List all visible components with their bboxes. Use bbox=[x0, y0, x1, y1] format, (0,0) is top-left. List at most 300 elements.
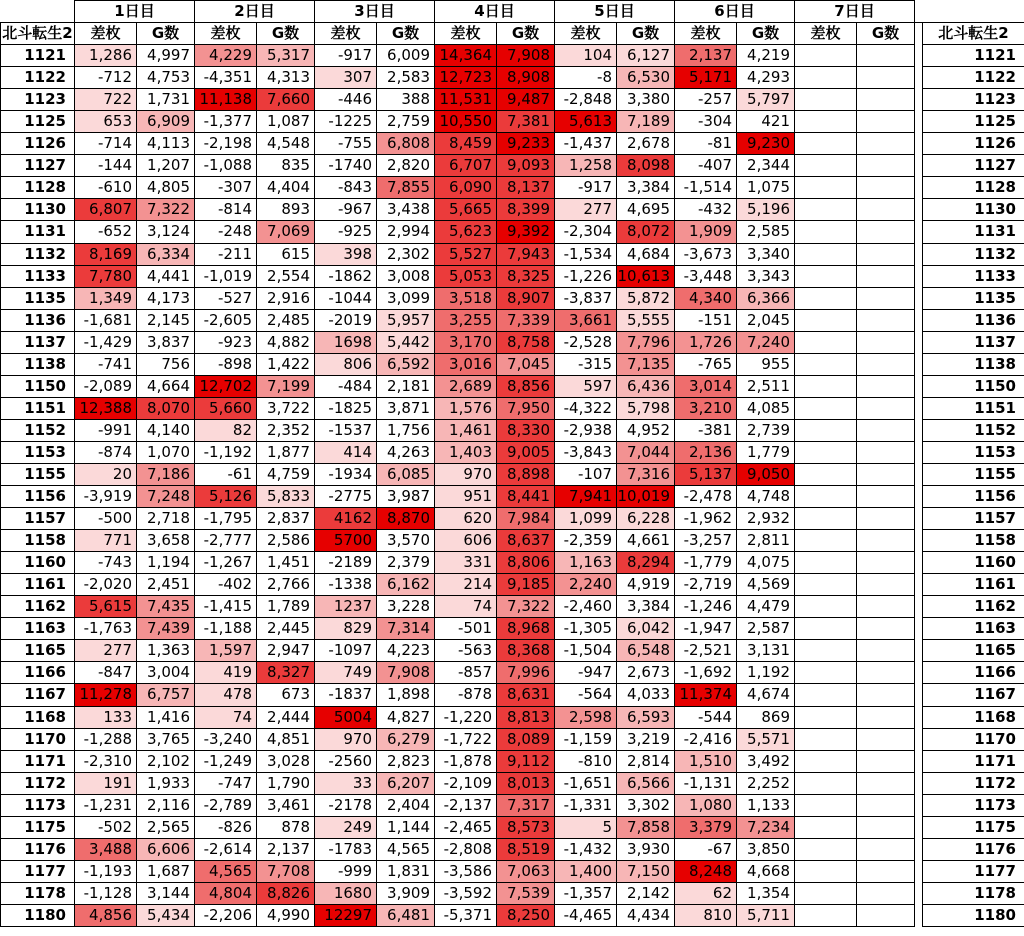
games-cell: 2,302 bbox=[377, 243, 435, 265]
games-cell: 7,950 bbox=[497, 397, 555, 419]
games-cell: 6,085 bbox=[377, 463, 435, 485]
gap-cell bbox=[915, 23, 923, 45]
machine-number-right: 1178 bbox=[923, 882, 1024, 904]
games-cell: 2,932 bbox=[737, 508, 795, 530]
diff-cell: -2,020 bbox=[75, 574, 137, 596]
games-cell: 8,399 bbox=[497, 199, 555, 221]
diff-cell bbox=[795, 860, 857, 882]
games-cell: 1,687 bbox=[137, 860, 195, 882]
games-cell: 6,606 bbox=[137, 838, 195, 860]
games-cell bbox=[857, 67, 915, 89]
games-cell: 6,436 bbox=[617, 375, 675, 397]
machine-title-right: 北斗転生2 bbox=[923, 23, 1024, 45]
games-cell: 10,613 bbox=[617, 265, 675, 287]
diff-cell: -1,019 bbox=[195, 265, 257, 287]
diff-cell: 12297 bbox=[315, 904, 377, 926]
gap-cell bbox=[915, 684, 923, 706]
diff-cell: 5,615 bbox=[75, 596, 137, 618]
diff-cell: 7,780 bbox=[75, 265, 137, 287]
diff-cell: 3,518 bbox=[435, 287, 497, 309]
diff-cell: -810 bbox=[555, 750, 617, 772]
diff-cell: 12,388 bbox=[75, 397, 137, 419]
games-cell: 3,765 bbox=[137, 728, 195, 750]
games-cell: 7,660 bbox=[257, 89, 315, 111]
games-cell: 1,731 bbox=[137, 89, 195, 111]
games-cell: 3,658 bbox=[137, 530, 195, 552]
games-cell: 1,779 bbox=[737, 441, 795, 463]
games-cell: 4,548 bbox=[257, 133, 315, 155]
machine-number: 1172 bbox=[1, 772, 75, 794]
games-cell: 2,837 bbox=[257, 508, 315, 530]
games-cell: 8,856 bbox=[497, 375, 555, 397]
machine-number-right: 1128 bbox=[923, 177, 1024, 199]
games-cell: 2,766 bbox=[257, 574, 315, 596]
diff-cell: 3,488 bbox=[75, 838, 137, 860]
diff-cell: -3,592 bbox=[435, 882, 497, 904]
games-cell: 3,380 bbox=[617, 89, 675, 111]
diff-cell: 478 bbox=[195, 684, 257, 706]
games-cell: 6,481 bbox=[377, 904, 435, 926]
diff-cell bbox=[795, 397, 857, 419]
games-cell bbox=[857, 353, 915, 375]
games-cell: 7,339 bbox=[497, 309, 555, 331]
games-cell: 5,317 bbox=[257, 45, 315, 67]
games-cell: 9,392 bbox=[497, 221, 555, 243]
corner-empty-right bbox=[923, 1, 1024, 23]
games-cell bbox=[857, 45, 915, 67]
gap-cell bbox=[915, 706, 923, 728]
games-cell: 2,759 bbox=[377, 111, 435, 133]
games-cell: 6,808 bbox=[377, 133, 435, 155]
games-cell: 4,759 bbox=[257, 463, 315, 485]
machine-number-right: 1175 bbox=[923, 816, 1024, 838]
diff-cell: 191 bbox=[75, 772, 137, 794]
diff-cell: -2,938 bbox=[555, 419, 617, 441]
diff-cell bbox=[795, 904, 857, 926]
table-row bbox=[1, 67, 1024, 89]
games-cell: 7,943 bbox=[497, 243, 555, 265]
diff-cell: 4162 bbox=[315, 508, 377, 530]
games-cell: 7,135 bbox=[617, 353, 675, 375]
diff-cell: 419 bbox=[195, 662, 257, 684]
games-cell bbox=[857, 397, 915, 419]
games-cell: 7,322 bbox=[137, 199, 195, 221]
games-cell: 5,555 bbox=[617, 309, 675, 331]
gap-cell bbox=[915, 904, 923, 926]
games-cell: 6,548 bbox=[617, 640, 675, 662]
games-cell: 3,228 bbox=[377, 596, 435, 618]
games-cell: 8,968 bbox=[497, 618, 555, 640]
games-cell: 4,404 bbox=[257, 177, 315, 199]
table-row bbox=[1, 243, 1024, 265]
diff-cell: 5,527 bbox=[435, 243, 497, 265]
games-cell: 7,186 bbox=[137, 463, 195, 485]
diff-cell: 4,229 bbox=[195, 45, 257, 67]
games-cell: 4,695 bbox=[617, 199, 675, 221]
games-cell bbox=[857, 684, 915, 706]
games-cell: 3,008 bbox=[377, 265, 435, 287]
diff-cell: -2,416 bbox=[675, 728, 737, 750]
diff-cell: -3,448 bbox=[675, 265, 737, 287]
machine-number: 1177 bbox=[1, 860, 75, 882]
games-cell: 8,070 bbox=[137, 397, 195, 419]
games-cell: 6,566 bbox=[617, 772, 675, 794]
diff-cell: -3,837 bbox=[555, 287, 617, 309]
diff-cell: 6,707 bbox=[435, 155, 497, 177]
diff-cell: -2,137 bbox=[435, 794, 497, 816]
diff-cell: -925 bbox=[315, 221, 377, 243]
gap-cell bbox=[915, 419, 923, 441]
games-cell: 5,957 bbox=[377, 309, 435, 331]
games-header: G数 bbox=[257, 23, 315, 45]
gap-cell bbox=[915, 552, 923, 574]
table-row bbox=[1, 816, 1024, 838]
gap-cell bbox=[915, 89, 923, 111]
games-cell: 9,050 bbox=[737, 463, 795, 485]
games-cell: 615 bbox=[257, 243, 315, 265]
games-cell bbox=[857, 133, 915, 155]
day-header: 1日目 bbox=[75, 1, 195, 23]
diff-cell: -2,460 bbox=[555, 596, 617, 618]
games-cell: 2,565 bbox=[137, 816, 195, 838]
diff-cell: 3,170 bbox=[435, 331, 497, 353]
diff-cell: 1,099 bbox=[555, 508, 617, 530]
diff-cell: 806 bbox=[315, 353, 377, 375]
diff-cell: 11,278 bbox=[75, 684, 137, 706]
games-cell: 5,797 bbox=[737, 89, 795, 111]
table-row bbox=[1, 287, 1024, 309]
games-cell: 1,087 bbox=[257, 111, 315, 133]
diff-cell bbox=[795, 640, 857, 662]
machine-number-right: 1121 bbox=[923, 45, 1024, 67]
diff-cell: 8,169 bbox=[75, 243, 137, 265]
games-cell: 7,984 bbox=[497, 508, 555, 530]
games-cell bbox=[857, 508, 915, 530]
games-cell: 1,898 bbox=[377, 684, 435, 706]
table-row bbox=[1, 375, 1024, 397]
diff-cell: 970 bbox=[315, 728, 377, 750]
gap-cell bbox=[915, 375, 923, 397]
machine-number-right: 1177 bbox=[923, 860, 1024, 882]
games-cell: 7,199 bbox=[257, 375, 315, 397]
diff-cell: 1,403 bbox=[435, 441, 497, 463]
diff-cell: -5,371 bbox=[435, 904, 497, 926]
games-cell: 5,434 bbox=[137, 904, 195, 926]
diff-cell: -1,193 bbox=[75, 860, 137, 882]
table-row bbox=[1, 706, 1024, 728]
games-cell: 8,072 bbox=[617, 221, 675, 243]
games-cell: 3,930 bbox=[617, 838, 675, 860]
diff-cell: -381 bbox=[675, 419, 737, 441]
games-cell: 7,708 bbox=[257, 860, 315, 882]
games-cell: 2,379 bbox=[377, 552, 435, 574]
games-cell: 7,044 bbox=[617, 441, 675, 463]
games-cell: 4,919 bbox=[617, 574, 675, 596]
machine-number: 1138 bbox=[1, 353, 75, 375]
diff-cell: 1,080 bbox=[675, 794, 737, 816]
games-cell: 8,637 bbox=[497, 530, 555, 552]
diff-cell: -917 bbox=[555, 177, 617, 199]
diff-cell: 606 bbox=[435, 530, 497, 552]
gap-cell bbox=[915, 838, 923, 860]
games-cell: 4,569 bbox=[737, 574, 795, 596]
games-cell: 4,668 bbox=[737, 860, 795, 882]
diff-cell: -712 bbox=[75, 67, 137, 89]
diff-cell: -1225 bbox=[315, 111, 377, 133]
games-cell: 7,045 bbox=[497, 353, 555, 375]
diff-cell: -2,206 bbox=[195, 904, 257, 926]
games-cell: 4,753 bbox=[137, 67, 195, 89]
diff-cell: -502 bbox=[75, 816, 137, 838]
diff-cell: 277 bbox=[555, 199, 617, 221]
games-cell: 3,384 bbox=[617, 177, 675, 199]
diff-cell: -2,719 bbox=[675, 574, 737, 596]
diff-cell: 10,550 bbox=[435, 111, 497, 133]
games-cell: 8,631 bbox=[497, 684, 555, 706]
games-cell: 3,570 bbox=[377, 530, 435, 552]
table-row bbox=[1, 199, 1024, 221]
table-row bbox=[1, 552, 1024, 574]
games-cell: 6,207 bbox=[377, 772, 435, 794]
diff-cell: -304 bbox=[675, 111, 737, 133]
games-cell: 4,293 bbox=[737, 67, 795, 89]
games-cell: 7,150 bbox=[617, 860, 675, 882]
machine-title: 北斗転生2 bbox=[1, 23, 75, 45]
games-cell: 9,112 bbox=[497, 750, 555, 772]
diff-cell: -1934 bbox=[315, 463, 377, 485]
games-cell bbox=[857, 530, 915, 552]
diff-cell: -2560 bbox=[315, 750, 377, 772]
diff-cell: -2,808 bbox=[435, 838, 497, 860]
diff-cell: -432 bbox=[675, 199, 737, 221]
machine-number: 1165 bbox=[1, 640, 75, 662]
machine-number: 1175 bbox=[1, 816, 75, 838]
games-cell: 9,005 bbox=[497, 441, 555, 463]
diff-cell: -2775 bbox=[315, 486, 377, 508]
machine-number-right: 1138 bbox=[923, 353, 1024, 375]
diff-cell bbox=[795, 375, 857, 397]
machine-number: 1157 bbox=[1, 508, 75, 530]
games-cell: 5,196 bbox=[737, 199, 795, 221]
diff-cell: 414 bbox=[315, 441, 377, 463]
diff-cell: 8,248 bbox=[675, 860, 737, 882]
table-row bbox=[1, 221, 1024, 243]
gap-cell bbox=[915, 243, 923, 265]
diff-cell: -1,681 bbox=[75, 309, 137, 331]
diff-cell: 1,726 bbox=[675, 331, 737, 353]
machine-number: 1176 bbox=[1, 838, 75, 860]
table-row bbox=[1, 353, 1024, 375]
games-cell: 869 bbox=[737, 706, 795, 728]
diff-cell: 5,137 bbox=[675, 463, 737, 485]
diff-cell: -2,478 bbox=[675, 486, 737, 508]
games-cell: 1,756 bbox=[377, 419, 435, 441]
diff-cell: -999 bbox=[315, 860, 377, 882]
gap-cell bbox=[915, 331, 923, 353]
diff-cell bbox=[795, 794, 857, 816]
diff-cell: 829 bbox=[315, 618, 377, 640]
diff-cell: 1,349 bbox=[75, 287, 137, 309]
diff-cell bbox=[795, 816, 857, 838]
diff-cell: -2,359 bbox=[555, 530, 617, 552]
diff-cell bbox=[795, 463, 857, 485]
diff-cell: 722 bbox=[75, 89, 137, 111]
diff-cell: 6,090 bbox=[435, 177, 497, 199]
diff-cell: -1,947 bbox=[675, 618, 737, 640]
gap-cell bbox=[915, 265, 923, 287]
games-cell bbox=[857, 221, 915, 243]
games-cell: 4,075 bbox=[737, 552, 795, 574]
diff-cell: -1740 bbox=[315, 155, 377, 177]
diff-cell: -857 bbox=[435, 662, 497, 684]
gap-cell bbox=[915, 640, 923, 662]
games-cell bbox=[857, 552, 915, 574]
diff-cell: -610 bbox=[75, 177, 137, 199]
games-cell: 2,587 bbox=[737, 618, 795, 640]
gap-cell bbox=[915, 1, 923, 23]
games-cell: 2,673 bbox=[617, 662, 675, 684]
table-row bbox=[1, 530, 1024, 552]
diff-cell: -814 bbox=[195, 199, 257, 221]
games-cell: 3,302 bbox=[617, 794, 675, 816]
games-cell bbox=[857, 486, 915, 508]
games-cell: 421 bbox=[737, 111, 795, 133]
machine-number: 1153 bbox=[1, 441, 75, 463]
diff-cell bbox=[795, 882, 857, 904]
diff-cell: -446 bbox=[315, 89, 377, 111]
diff-cell: -765 bbox=[675, 353, 737, 375]
diff-cell: -3,673 bbox=[675, 243, 737, 265]
machine-number-right: 1163 bbox=[923, 618, 1024, 640]
day-header: 3日目 bbox=[315, 1, 435, 23]
diff-cell: -1097 bbox=[315, 640, 377, 662]
games-cell: 1,354 bbox=[737, 882, 795, 904]
diff-cell bbox=[795, 89, 857, 111]
diff-cell bbox=[795, 574, 857, 596]
diff-cell: 3,014 bbox=[675, 375, 737, 397]
games-cell: 955 bbox=[737, 353, 795, 375]
games-cell: 4,952 bbox=[617, 419, 675, 441]
diff-cell bbox=[795, 838, 857, 860]
games-cell bbox=[857, 375, 915, 397]
diff-cell: 3,255 bbox=[435, 309, 497, 331]
games-cell: 6,162 bbox=[377, 574, 435, 596]
machine-number: 1161 bbox=[1, 574, 75, 596]
diff-cell: -501 bbox=[435, 618, 497, 640]
games-cell: 3,871 bbox=[377, 397, 435, 419]
diff-cell bbox=[795, 155, 857, 177]
diff-cell: -1,437 bbox=[555, 133, 617, 155]
diff-cell: -315 bbox=[555, 353, 617, 375]
diff-cell: -826 bbox=[195, 816, 257, 838]
games-cell bbox=[857, 463, 915, 485]
games-cell: 4,997 bbox=[137, 45, 195, 67]
diff-cell: -248 bbox=[195, 221, 257, 243]
table-row bbox=[1, 419, 1024, 441]
diff-cell: -144 bbox=[75, 155, 137, 177]
games-cell: 8,898 bbox=[497, 463, 555, 485]
table-row bbox=[1, 89, 1024, 111]
diff-header: 差枚 bbox=[195, 23, 257, 45]
diff-cell bbox=[795, 265, 857, 287]
diff-cell: -1,878 bbox=[435, 750, 497, 772]
games-cell bbox=[857, 662, 915, 684]
games-cell: 2,739 bbox=[737, 419, 795, 441]
diff-cell: 597 bbox=[555, 375, 617, 397]
games-cell: 2,145 bbox=[137, 309, 195, 331]
machine-number-right: 1123 bbox=[923, 89, 1024, 111]
games-cell: 9,230 bbox=[737, 133, 795, 155]
diff-cell: 104 bbox=[555, 45, 617, 67]
diff-cell: -1862 bbox=[315, 265, 377, 287]
diff-cell: 4,856 bbox=[75, 904, 137, 926]
games-cell: 3,461 bbox=[257, 794, 315, 816]
games-cell bbox=[857, 860, 915, 882]
machine-number: 1152 bbox=[1, 419, 75, 441]
games-cell bbox=[857, 177, 915, 199]
diff-cell: -1,159 bbox=[555, 728, 617, 750]
games-cell: 1,363 bbox=[137, 640, 195, 662]
machine-number: 1121 bbox=[1, 45, 75, 67]
diff-cell: 2,689 bbox=[435, 375, 497, 397]
games-cell: 8,907 bbox=[497, 287, 555, 309]
machine-number-right: 1180 bbox=[923, 904, 1024, 926]
games-cell: 8,758 bbox=[497, 331, 555, 353]
table-row bbox=[1, 155, 1024, 177]
diff-cell: -1,692 bbox=[675, 662, 737, 684]
games-cell bbox=[857, 111, 915, 133]
games-header: G数 bbox=[377, 23, 435, 45]
diff-cell: -2178 bbox=[315, 794, 377, 816]
machine-number-right: 1151 bbox=[923, 397, 1024, 419]
diff-cell: -878 bbox=[435, 684, 497, 706]
diff-cell bbox=[795, 287, 857, 309]
diff-cell: 74 bbox=[195, 706, 257, 728]
diff-cell: 307 bbox=[315, 67, 377, 89]
gap-cell bbox=[915, 111, 923, 133]
diff-cell: -2019 bbox=[315, 309, 377, 331]
diff-cell: -2,848 bbox=[555, 89, 617, 111]
diff-cell: 82 bbox=[195, 419, 257, 441]
machine-number-right: 1170 bbox=[923, 728, 1024, 750]
diff-cell: -747 bbox=[195, 772, 257, 794]
diff-cell bbox=[795, 596, 857, 618]
machine-number: 1136 bbox=[1, 309, 75, 331]
diff-cell bbox=[795, 750, 857, 772]
machine-number-right: 1131 bbox=[923, 221, 1024, 243]
diff-cell: 5,126 bbox=[195, 486, 257, 508]
machine-number: 1170 bbox=[1, 728, 75, 750]
diff-cell: -847 bbox=[75, 662, 137, 684]
gap-cell bbox=[915, 508, 923, 530]
diff-cell: -81 bbox=[675, 133, 737, 155]
games-cell: 3,131 bbox=[737, 640, 795, 662]
diff-cell: -1,231 bbox=[75, 794, 137, 816]
diff-cell: -1,267 bbox=[195, 552, 257, 574]
diff-cell: -1,357 bbox=[555, 882, 617, 904]
games-cell: 1,075 bbox=[737, 177, 795, 199]
gap-cell bbox=[915, 596, 923, 618]
diff-cell: -1825 bbox=[315, 397, 377, 419]
games-cell: 1,070 bbox=[137, 441, 195, 463]
corner-empty bbox=[1, 1, 75, 23]
games-cell: 7,439 bbox=[137, 618, 195, 640]
machine-number: 1162 bbox=[1, 596, 75, 618]
diff-cell: -2,304 bbox=[555, 221, 617, 243]
gap-cell bbox=[915, 794, 923, 816]
machine-number: 1173 bbox=[1, 794, 75, 816]
games-header: G数 bbox=[617, 23, 675, 45]
